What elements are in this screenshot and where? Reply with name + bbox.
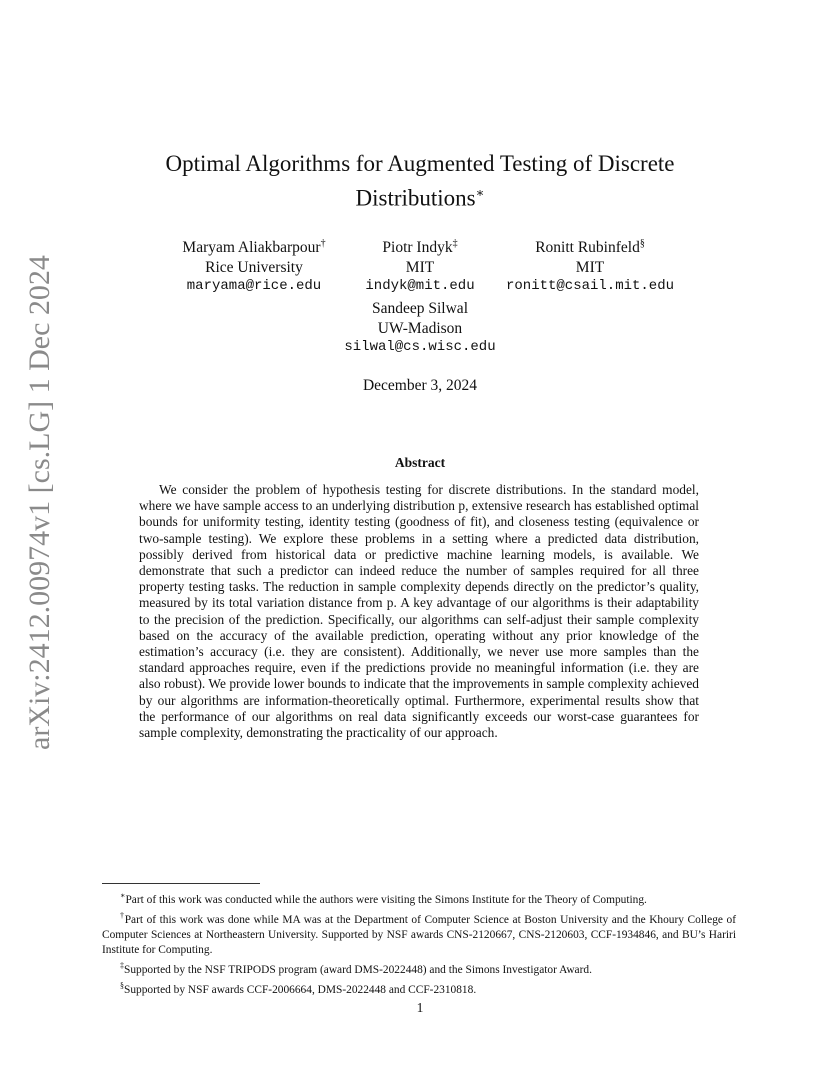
author-email: maryama@rice.edu: [186, 278, 322, 295]
author-name-line: [320, 299, 520, 319]
footnote-divider: [102, 883, 260, 884]
author-email: ronitt@csail.mit.edu: [505, 278, 675, 295]
author-email: indyk@mit.edu: [365, 278, 475, 295]
footnote-text: Supported by the NSF TRIPODS program (award DMS-2022448) and the Simons Investigator Award.: [124, 963, 592, 976]
author-name-line: [470, 234, 710, 258]
paper-date: December 3, 2024: [362, 377, 478, 394]
page-number: 1: [416, 1000, 424, 1015]
author-email: silwal@cs.wisc.edu: [344, 339, 496, 355]
footnote: [102, 908, 736, 958]
abstract-body: We consider the problem of hypothesis testing for discrete distributions. In the standard model, where we have sample access to an underlying distribution p, extensive research has established optimal bounds for uniformity testing, identity testing (goodness of fit), and closeness testing (equivalence or two-sample testing). We explore these problems in a setting where a predicted data distribution, possibly derived from historical data or predictive machine learning models, is available. We demonstrate that such a predictor can indeed reduce the number of samples required for all three property testing tasks. The reduction in sample complexity depends directly on the predictor’s quality, measured by its total variation distance from p. A key advantage of our algorithms is their adaptability to the precision of the prediction. Specifically, our algorithms can self-adjust their sample complexity based on the accuracy of the available prediction, operating without any prior knowledge of the estimation’s accuracy (i.e. they are consistent). Additionally, we never use more samples than the standard approaches require, even if the predictions provide no meaningful information (i.e. they are also robust). We provide lower bounds to indicate that the improvements in sample complexity achieved by our algorithms are information-theoretically optimal. Furthermore, experimental results show that the performance of our algorithms on real data significantly exceeds our worst-case guarantees for sample complexity, demonstrating the practicality of our approach.: [139, 482, 699, 741]
footnote-mark: ‡: [120, 960, 124, 970]
footnote: [102, 958, 736, 978]
footnote-mark: ∗: [120, 891, 126, 900]
author-affiliation: MIT: [405, 258, 435, 276]
title-footnote-mark: ∗: [475, 185, 485, 200]
author-footnote-mark: ‡: [452, 238, 458, 249]
author-footnote-mark: §: [639, 238, 645, 249]
footnote-text: Part of this work was done while MA was at the Department of Computer Science at Boston University and the Khoury College of Computer Sciences at Northeastern University. Supported by NSF awards CNS-2120667, CNS-2120603, CCF-1934846, and BU’s Hariri Institute for Computing.: [102, 913, 736, 956]
author-name: Ronitt Rubinfeld: [535, 239, 640, 257]
footnote-mark: †: [120, 910, 125, 920]
footnote: [102, 888, 736, 908]
arxiv-identifier-stamp: arXiv:2412.00974v1 [cs.LG] 1 Dec 2024: [23, 255, 56, 750]
paper-title: [120, 149, 720, 213]
abstract-heading: Abstract: [394, 455, 446, 470]
author-block: [470, 234, 710, 297]
footnote-text: Part of this work was conducted while the authors were visiting the Simons Institute for the Theory of Computing.: [125, 893, 647, 906]
author-affiliation: UW-Madison: [377, 319, 463, 337]
footnotes: [102, 888, 736, 998]
author-footnote-mark: †: [320, 238, 326, 249]
author-name: Maryam Aliakbarpour: [182, 239, 321, 257]
author-affiliation: MIT: [575, 258, 605, 276]
footnote-text: Supported by NSF awards CCF-2006664, DMS-2022448 and CCF-2310818.: [124, 983, 477, 996]
footnote-mark: §: [120, 980, 124, 990]
author-name: Piotr Indyk: [382, 239, 453, 257]
author-affiliation: Rice University: [205, 258, 303, 276]
author-block: [320, 299, 520, 358]
paper-title-text: Optimal Algorithms for Augmented Testing of Discrete Distributions: [165, 151, 675, 211]
author-name: Sandeep Silwal: [372, 300, 468, 317]
footnote: [102, 978, 736, 998]
